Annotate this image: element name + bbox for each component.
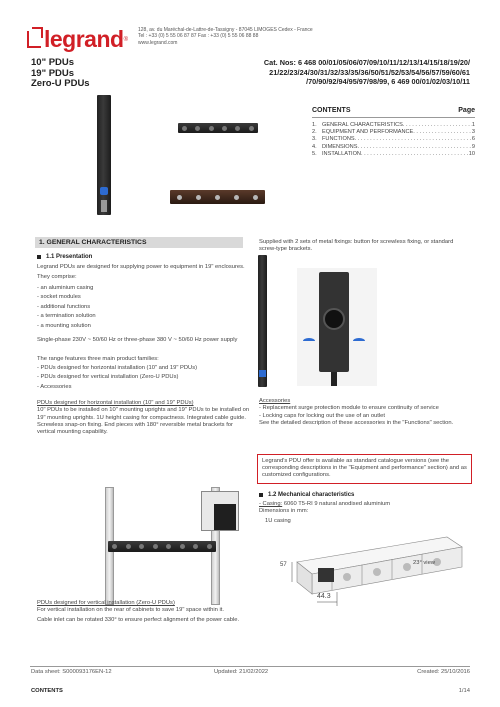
19-inch-pdu-image — [170, 190, 265, 204]
subsection-heading: 1.2 Mechanical characteristics — [259, 492, 474, 498]
accessories-note: See the detailed description of these accessories in the "Functions" section. — [259, 419, 454, 426]
title-10-pdus: 10" PDUs — [31, 57, 75, 68]
cat-line: /70/90/92/94/95/97/98/99, 6 469 00/01/02/03/10/11 — [306, 77, 470, 86]
rack-mount-image — [93, 487, 248, 605]
families-intro: The range features three main product families: — [37, 356, 159, 363]
toc-item[interactable]: 5. INSTALLATION . . . 10 — [312, 151, 475, 158]
cat-line: 21/22/23/24/30/31/32/33/35/36/50/51/52/53/54/56/57/59/60/61 — [269, 67, 470, 77]
page-label: Page — [458, 107, 475, 114]
comprise-text: They comprise: — [37, 274, 77, 281]
cable-inlet-image — [297, 268, 377, 386]
contents-link[interactable]: CONTENTS — [31, 688, 63, 694]
contents-header — [312, 107, 475, 118]
list-item: - a termination solution — [37, 313, 96, 320]
toc-item[interactable]: 1. GENERAL CHARACTERISTICS . . . 1 — [312, 122, 475, 129]
company-address — [138, 27, 313, 46]
zero-u-pdu-image — [97, 95, 111, 215]
horizontal-pdu-title: PDUs designed for horizontal installation (10" and 19" PDUs) — [37, 400, 194, 407]
horizontal-pdu-text: 10" PDUs to be installed on 10" mounting uprights and 19" PDUs to be installed on 19" mounting uprights. 1U height casing for compactness. Integrated cable guide. Screwless snap-on fixing. End pieces with 180° reversible metal brackets for vertical mounting capability. — [37, 407, 250, 436]
vertical-pdu-block — [37, 600, 249, 624]
intro-text: Legrand PDUs are designed for supplying power to equipment in 19" enclosures. — [37, 264, 245, 270]
view-23-label: 23° view — [413, 560, 435, 566]
table-of-contents — [312, 107, 475, 158]
logo-text: legrand — [44, 26, 124, 52]
offer-note-box: Legrand's PDU offer is available as standard catalogue versions (see the corresponding descriptions in the "Equipment and performance" section) and as customized configurations. — [257, 454, 472, 484]
vertical-pdu-title: PDUs designed for vertical installation (Zero-U PDUs) — [37, 600, 175, 606]
legrand-logo — [27, 26, 128, 53]
dimensions-label: Dimensions in mm: — [259, 508, 309, 515]
list-item: - PDUs designed for horizontal installation (10" and 19" PDUs) — [37, 364, 198, 371]
list-item: - socket modules — [37, 294, 81, 301]
dimension-57: 57 — [280, 562, 287, 568]
toc-item[interactable]: 3. FUNCTIONS . . . 6 — [312, 136, 475, 143]
section-heading: 1. GENERAL CHARACTERISTICS — [35, 237, 243, 248]
website-line: www.legrand.com — [138, 39, 178, 46]
list-item: - an aluminium casing — [37, 284, 94, 291]
subsection-heading: 1.1 Presentation — [37, 254, 249, 260]
vertical-pdu-text: For vertical installation on the rear of cabinets to save 19" space within it. — [37, 607, 225, 614]
page-number: 1/14 — [458, 688, 470, 694]
toc-item[interactable]: 4. DIMENSIONS . . . 9 — [312, 144, 475, 151]
zero-u-pdu-rotation-image — [258, 255, 267, 387]
left-column — [37, 254, 249, 437]
accessory-item: - Replacement surge protection module to ensure continuity of service — [259, 405, 439, 412]
mechanical-block — [259, 492, 474, 525]
list-item: - additional functions — [37, 303, 91, 310]
datasheet-number: Data sheet: S000093176EN-12 — [31, 669, 112, 675]
dimension-44-3: 44.3 — [317, 593, 331, 600]
accessories-title: Accessories — [259, 398, 291, 404]
document-titles — [31, 58, 90, 90]
fixings-text: Supplied with 2 sets of metal fixings: button for screwless fixing, or standard screw-type brackets. — [259, 239, 454, 253]
list-item: - Accessories — [37, 383, 72, 390]
families-list — [37, 364, 249, 393]
list-item: - a mounting solution — [37, 322, 91, 329]
casing-1u-label: 1U casing — [265, 517, 291, 524]
toc-item[interactable]: 2. EQUIPMENT AND PERFORMANCE . . . 3 — [312, 129, 475, 136]
created-date: Created: 25/10/2016 — [417, 669, 470, 675]
contents-title: CONTENTS — [312, 107, 351, 114]
power-text: Single-phase 230V ~ 50/60 Hz or three-phase 380 V ~ 50/60 Hz power supply — [37, 337, 238, 344]
title-19-pdus: 19" PDUs — [31, 67, 75, 79]
title-zero-u-pdus: Zero-U PDUs — [31, 78, 90, 89]
address-line: 128, av. du Maréchal-de-Lattre-de-Tassigny - 87045 LIMOGES Cedex - France — [138, 27, 313, 33]
footer-divider — [30, 666, 470, 667]
phone-line: Tel : +33 (0) 5 55 06 87 87 Fax : +33 (0) 5 55 06 88 88 — [138, 33, 259, 40]
list-item: - PDUs designed for vertical installation (Zero-U PDUs) — [37, 374, 179, 381]
accessories-block — [259, 398, 474, 427]
component-list — [37, 284, 249, 332]
legrand-logo-mark — [27, 31, 41, 48]
casing-line: - Casing: 6060 T5-RI 9 natural anodised aluminium — [259, 501, 391, 507]
updated-date: Updated: 21/02/2022 — [214, 669, 269, 675]
accessory-item: - Locking caps for locking out the use of an outlet — [259, 412, 385, 419]
cat-line: Cat. Nos: 6 468 00/01/05/06/07/09/10/11/12/13/14/15/18/19/20/ — [263, 58, 470, 67]
casing-dimension-drawing — [262, 532, 474, 622]
10-inch-pdu-image — [178, 123, 258, 133]
catalogue-numbers — [170, 58, 470, 87]
registered-mark: ® — [123, 36, 128, 43]
vertical-pdu-text: Cable inlet can be rotated 330° to ensure perfect alignment of the power cable. — [37, 616, 240, 623]
